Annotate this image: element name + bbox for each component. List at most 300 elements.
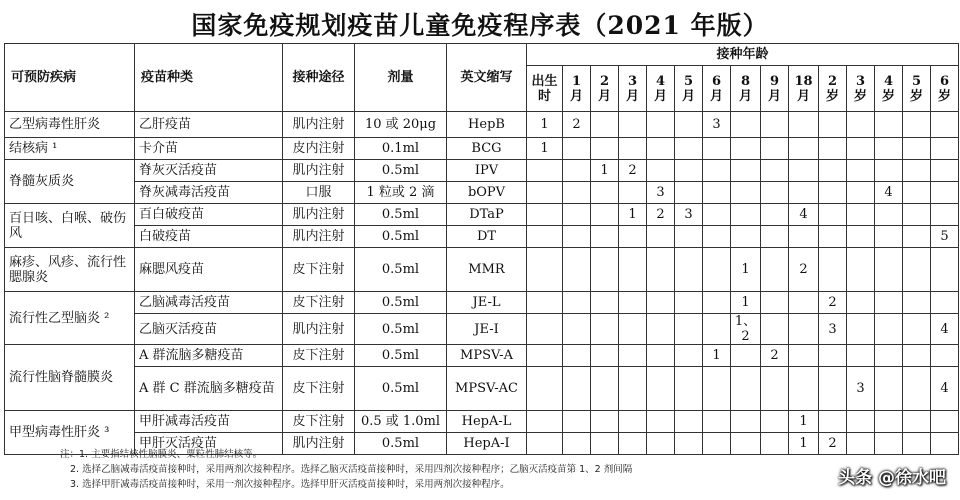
dose-number-cell [703,226,731,248]
age-value: 3 [627,73,638,89]
dose-number-cell [903,160,931,182]
dose-number-cell [647,248,675,292]
dose-number-cell [819,182,847,204]
vaccine-cell: 麻腮风疫苗 [135,248,283,292]
dose-number-cell [761,314,789,345]
age-unit: 月 [738,88,752,104]
dose-cell: 1 粒或 2 滴 [355,182,447,204]
age-header-12 [875,66,903,112]
age-value: 8 [740,73,751,89]
dose-number-cell [761,226,789,248]
dose-number-cell: 3 [819,314,847,345]
table-row [5,204,959,226]
dose-cell: 0.5ml [355,433,447,455]
dose-number-cell [819,248,847,292]
dose-number-cell: 1 [619,204,647,226]
footnote-2: 2. 选择乙脑减毒活疫苗接种时，采用两剂次接种程序。选择乙脑灭活疫苗接种时，采用四剂次接种程序；乙脑灭活疫苗第 1、2 剂间隔 [70,464,633,475]
dose-number-cell [875,112,903,138]
dose-cell: 0.5ml [355,226,447,248]
route-cell: 皮下注射 [283,367,355,411]
age-unit: 岁 [938,88,952,104]
dose-number-cell: 4 [931,367,959,411]
dose-number-cell [703,411,731,433]
route-cell: 口服 [283,182,355,204]
dose-cell: 0.5ml [355,292,447,314]
dose-number-cell [903,204,931,226]
dose-number-cell [731,204,761,226]
dose-number-cell [591,204,619,226]
dose-number-cell [563,345,591,367]
dose-number-cell [731,433,761,455]
dose-number-cell: 5 [931,226,959,248]
dose-number-cell [563,138,591,160]
age-unit: 月 [653,88,667,104]
dose-number-cell [789,112,819,138]
dose-number-cell [903,182,931,204]
dose-number-cell [675,292,703,314]
dose-number-cell [591,182,619,204]
dose-number-cell [619,112,647,138]
route-cell: 皮下注射 [283,292,355,314]
route-cell: 皮下注射 [283,411,355,433]
dose-number-cell [875,314,903,345]
dose-number-cell [647,138,675,160]
dose-number-cell [527,204,563,226]
dose-number-cell [761,433,789,455]
dose-number-cell [619,226,647,248]
dose-number-cell [675,182,703,204]
dose-number-cell [847,112,875,138]
abbr-cell: HepB [447,112,527,138]
disease-cell: 麻疹、风疹、流行性腮腺炎 [5,248,135,292]
header-route: 接种途径 [283,44,355,112]
age-value: 2 [827,73,838,89]
dose-number-cell [903,314,931,345]
vaccine-cell: 乙肝疫苗 [135,112,283,138]
route-cell: 皮下注射 [283,345,355,367]
age-unit: 岁 [909,88,923,104]
dose-number-cell [847,292,875,314]
dose-number-cell [675,248,703,292]
abbr-cell: HepA-L [447,411,527,433]
dose-number-cell [847,204,875,226]
table-row [5,411,959,433]
dose-number-cell [647,314,675,345]
dose-number-cell [731,226,761,248]
dose-number-cell [703,433,731,455]
dose-number-cell [931,160,959,182]
route-cell: 肌内注射 [283,314,355,345]
abbr-cell: MPSV-AC [447,367,527,411]
dose-number-cell [591,138,619,160]
dose-number-cell [647,433,675,455]
disease-cell: 甲型病毒性肝炎 ³ [5,411,135,455]
dose-number-cell [875,292,903,314]
dose-number-cell [563,182,591,204]
dose-number-cell [903,411,931,433]
dose-number-cell [875,160,903,182]
abbr-cell: DTaP [447,204,527,226]
dose-number-cell: 1 [789,411,819,433]
age-value: 6 [711,73,722,89]
dose-number-cell [527,248,563,292]
dose-number-cell: 4 [931,314,959,345]
age-header-9 [789,66,819,112]
age-unit: 月 [767,88,781,104]
dose-number-cell [619,292,647,314]
dose-number-cell [761,248,789,292]
table-row [5,345,959,367]
dose-number-cell [931,411,959,433]
dose-number-cell [847,411,875,433]
dose-number-cell [563,248,591,292]
table-row [5,160,959,182]
dose-number-cell [591,367,619,411]
dose-number-cell: 2 [819,433,847,455]
disease-cell: 流行性乙型脑炎 ² [5,292,135,345]
dose-number-cell: 2 [819,292,847,314]
age-unit: 时 [537,88,551,104]
header-abbr: 英文缩写 [447,44,527,112]
dose-number-cell [647,112,675,138]
dose-number-cell [931,138,959,160]
dose-number-cell: 2 [761,345,789,367]
dose-number-cell [761,367,789,411]
dose-number-cell [903,138,931,160]
dose-number-cell [875,411,903,433]
route-cell: 肌内注射 [283,226,355,248]
age-header-13 [903,66,931,112]
dose-number-cell [591,314,619,345]
dose-number-cell [591,345,619,367]
dose-number-cell [761,182,789,204]
footnotes [60,447,632,492]
dose-number-cell [591,112,619,138]
dose-cell: 0.5ml [355,204,447,226]
dose-number-cell [761,411,789,433]
dose-number-cell [647,292,675,314]
dose-number-cell [731,411,761,433]
age-unit: 岁 [853,88,867,104]
dose-number-cell [703,204,731,226]
dose-cell: 10 或 20μg [355,112,447,138]
dose-number-cell [847,314,875,345]
immunization-schedule-table [4,43,959,455]
age-unit: 月 [569,88,583,104]
dose-number-cell [819,345,847,367]
dose-number-cell [903,112,931,138]
dose-number-cell: 3 [647,182,675,204]
dose-number-cell [527,411,563,433]
table-row [5,112,959,138]
dose-number-cell: 1、2 [731,314,761,345]
dose-number-cell: 2 [563,112,591,138]
dose-number-cell [731,112,761,138]
dose-number-cell [903,345,931,367]
age-header-8 [761,66,789,112]
disease-cell: 乙型病毒性肝炎 [5,112,135,138]
dose-number-cell [647,160,675,182]
dose-cell: 0.5ml [355,367,447,411]
dose-number-cell [761,138,789,160]
dose-cell: 0.1ml [355,138,447,160]
dose-number-cell: 1 [731,248,761,292]
age-header-0 [527,66,563,112]
dose-cell: 0.5 或 1.0ml [355,411,447,433]
age-header-14 [931,66,959,112]
dose-number-cell [619,345,647,367]
footnote-1: 注：1. 主要指结核性脑膜炎、粟粒性肺结核等。 [60,449,263,460]
vaccine-cell: 甲肝灭活疫苗 [135,433,283,455]
vaccine-cell: 卡介苗 [135,138,283,160]
dose-number-cell [563,314,591,345]
age-header-5 [675,66,703,112]
dose-number-cell [591,411,619,433]
dose-number-cell [903,367,931,411]
dose-number-cell: 1 [703,345,731,367]
age-value: 18 [794,73,813,89]
dose-number-cell [703,367,731,411]
dose-number-cell [527,292,563,314]
dose-number-cell: 4 [875,182,903,204]
dose-number-cell [675,112,703,138]
age-unit: 月 [681,88,695,104]
dose-number-cell [875,433,903,455]
header-disease: 可预防疾病 [5,44,135,112]
dose-number-cell [647,411,675,433]
table-row [5,248,959,292]
dose-number-cell [619,411,647,433]
dose-number-cell [527,367,563,411]
abbr-cell: HepA-I [447,433,527,455]
dose-number-cell [789,314,819,345]
vaccine-cell: A 群流脑多糖疫苗 [135,345,283,367]
table-row [5,138,959,160]
dose-number-cell [903,433,931,455]
table-row [5,182,959,204]
dose-number-cell [819,204,847,226]
dose-number-cell [619,314,647,345]
dose-number-cell [703,182,731,204]
route-cell: 皮下注射 [283,248,355,292]
age-value: 4 [883,73,894,89]
dose-number-cell [675,314,703,345]
dose-number-cell: 3 [675,204,703,226]
vaccine-cell: 脊灰灭活疫苗 [135,160,283,182]
abbr-cell: IPV [447,160,527,182]
page-title: 国家免疫规划疫苗儿童免疫程序表（2021 年版） [191,11,769,40]
dose-number-cell [527,182,563,204]
dose-number-cell [731,160,761,182]
dose-number-cell [675,433,703,455]
dose-number-cell: 1 [527,112,563,138]
dose-number-cell [591,292,619,314]
dose-number-cell [761,160,789,182]
age-unit: 岁 [825,88,839,104]
abbr-cell: DT [447,226,527,248]
table-row [5,367,959,411]
age-header-3 [619,66,647,112]
age-header-11 [847,66,875,112]
dose-number-cell [527,226,563,248]
dose-number-cell [903,292,931,314]
dose-number-cell [789,138,819,160]
dose-number-cell [819,160,847,182]
table-row [5,314,959,345]
dose-number-cell [591,248,619,292]
disease-cell: 百日咳、白喉、破伤风 [5,204,135,248]
disease-cell: 脊髓灰质炎 [5,160,135,204]
dose-number-cell [847,226,875,248]
dose-number-cell: 1 [591,160,619,182]
dose-number-cell [931,345,959,367]
dose-number-cell [703,314,731,345]
dose-cell: 0.5ml [355,160,447,182]
dose-number-cell [903,226,931,248]
dose-number-cell [675,226,703,248]
dose-number-cell [527,314,563,345]
dose-number-cell [903,248,931,292]
dose-number-cell [675,367,703,411]
route-cell: 肌内注射 [283,204,355,226]
dose-number-cell [675,345,703,367]
dose-number-cell: 2 [789,248,819,292]
dose-number-cell [731,345,761,367]
dose-number-cell [931,433,959,455]
dose-number-cell [731,182,761,204]
dose-number-cell [675,138,703,160]
dose-number-cell [761,204,789,226]
vaccine-cell: 脊灰减毒活疫苗 [135,182,283,204]
dose-number-cell [931,292,959,314]
dose-number-cell [847,433,875,455]
abbr-cell: MMR [447,248,527,292]
age-value: 2 [599,73,610,89]
dose-number-cell [619,182,647,204]
dose-cell: 0.5ml [355,314,447,345]
age-header-7 [731,66,761,112]
header-dose: 剂量 [355,44,447,112]
abbr-cell: JE-I [447,314,527,345]
dose-number-cell [789,160,819,182]
dose-number-cell [703,160,731,182]
dose-number-cell [563,204,591,226]
dose-number-cell: 1 [527,138,563,160]
age-unit: 岁 [881,88,895,104]
dose-number-cell [527,160,563,182]
age-unit: 月 [597,88,611,104]
dose-number-cell [819,411,847,433]
table-row [5,226,959,248]
dose-number-cell [563,411,591,433]
age-value: 4 [655,73,666,89]
dose-number-cell [789,292,819,314]
dose-number-cell [731,367,761,411]
dose-number-cell: 3 [703,112,731,138]
dose-number-cell [675,160,703,182]
disease-cell: 流行性脑脊髓膜炎 [5,345,135,411]
dose-number-cell [819,226,847,248]
dose-number-cell [875,226,903,248]
dose-number-cell [847,182,875,204]
age-value: 1 [571,73,582,89]
disease-cell: 结核病 ¹ [5,138,135,160]
dose-number-cell [875,367,903,411]
age-header-6 [703,66,731,112]
dose-number-cell [819,112,847,138]
header-vaccine: 疫苗种类 [135,44,283,112]
dose-number-cell: 4 [789,204,819,226]
age-header-4 [647,66,675,112]
dose-number-cell [647,345,675,367]
dose-number-cell [847,248,875,292]
dose-number-cell [703,138,731,160]
dose-number-cell [875,345,903,367]
route-cell: 肌内注射 [283,433,355,455]
dose-number-cell [931,182,959,204]
dose-number-cell [931,112,959,138]
dose-cell: 0.5ml [355,248,447,292]
age-value: 6 [940,73,950,89]
dose-number-cell [647,226,675,248]
dose-number-cell: 2 [647,204,675,226]
dose-number-cell [931,248,959,292]
age-value: 3 [855,73,866,89]
dose-number-cell [563,160,591,182]
dose-number-cell [789,345,819,367]
age-value: 9 [769,73,780,89]
abbr-cell: JE-L [447,292,527,314]
vaccine-cell: 甲肝减毒活疫苗 [135,411,283,433]
footnote-3: 3. 选择甲肝减毒活疫苗接种时，采用一剂次接种程序。选择甲肝灭活疫苗接种时，采用两剂次接种程序。 [70,479,510,490]
dose-number-cell [847,345,875,367]
watermark: 头条 @徐水吧 [838,468,946,488]
vaccine-cell: 白破疫苗 [135,226,283,248]
age-unit: 月 [796,88,810,104]
vaccine-cell: 乙脑灭活疫苗 [135,314,283,345]
dose-number-cell [789,182,819,204]
dose-number-cell [731,138,761,160]
vaccine-cell: 百白破疫苗 [135,204,283,226]
table-row [5,292,959,314]
dose-number-cell [619,367,647,411]
dose-number-cell [847,138,875,160]
age-unit: 月 [625,88,639,104]
age-value: 5 [683,73,694,89]
dose-number-cell [875,248,903,292]
age-header-1 [563,66,591,112]
route-cell: 肌内注射 [283,160,355,182]
dose-number-cell [647,367,675,411]
age-unit: 月 [709,88,723,104]
dose-number-cell: 1 [731,292,761,314]
dose-number-cell [563,367,591,411]
dose-number-cell [789,226,819,248]
dose-number-cell [931,204,959,226]
dose-number-cell [819,138,847,160]
vaccine-cell: A 群 C 群流脑多糖疫苗 [135,367,283,411]
dose-number-cell [563,226,591,248]
age-value: 5 [911,73,922,89]
dose-number-cell [875,204,903,226]
abbr-cell: MPSV-A [447,345,527,367]
vaccine-cell: 乙脑减毒活疫苗 [135,292,283,314]
dose-number-cell [619,248,647,292]
header-age-group: 接种年龄 [527,44,959,66]
dose-number-cell [761,112,789,138]
route-cell: 肌内注射 [283,112,355,138]
age-header-10 [819,66,847,112]
